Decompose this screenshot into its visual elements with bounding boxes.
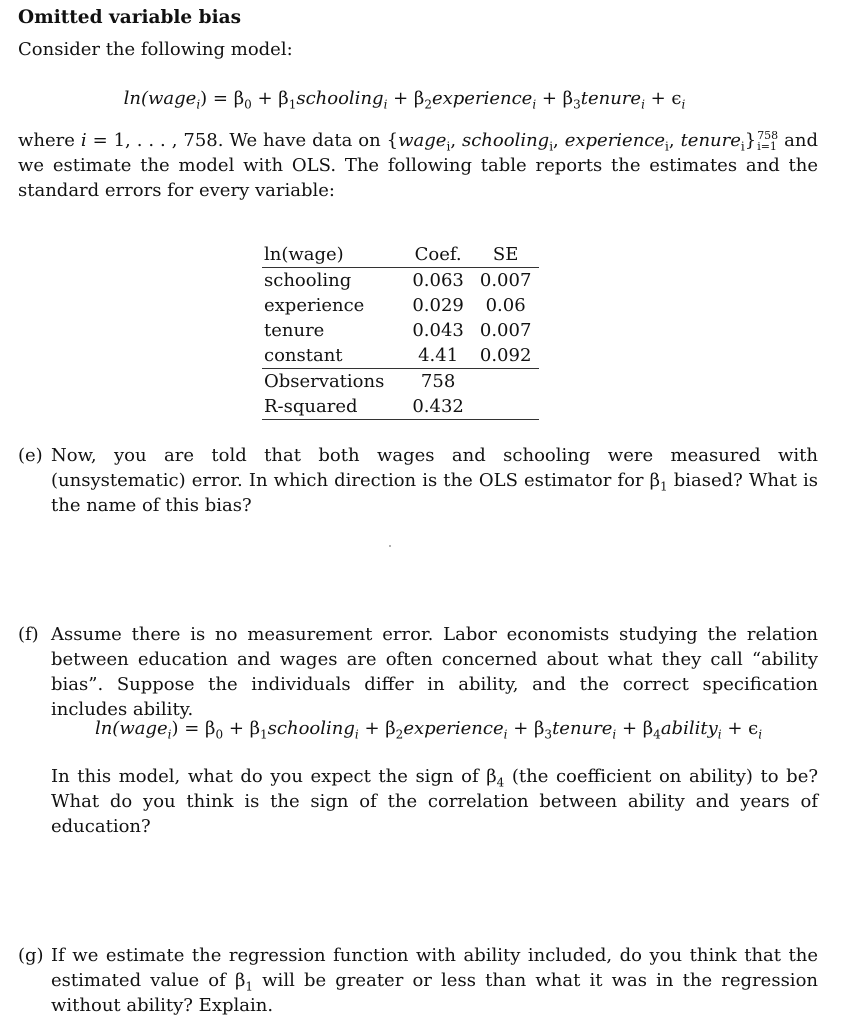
question-e-label: (e) [18, 445, 43, 466]
question-f-label: (f) [18, 624, 39, 645]
data-description: where i = 1, . . . , 758. We have data on {wage$_i$, schooling$_i$, experience$_i$, tenure$_i$}758 i=1 and we estimate the model with OLS. The following table reports the estimates and the standard errors for every variable: [18, 129, 818, 201]
question-f-followup [18, 764, 818, 839]
table-header-depvar: ln(wage) [262, 242, 404, 268]
intro-text: Consider the following model: [18, 39, 293, 60]
stray-dot [389, 545, 391, 547]
question-g-text: If we estimate the regression function with ability included, do you think that the estimated value of $\beta_1$ will be greater or less than what it was in the regression without ability? Explain. [51, 945, 818, 1016]
question-f-question: In this model, what do you expect the sign of $\beta_4$ (the coefficient on ability) to be? What do you think is the sign of the correlation between ability and years of education? [51, 766, 818, 837]
table-footer-row: R-squared 0.432 [262, 394, 539, 420]
table-row: schooling 0.063 0.007 [264, 270, 532, 291]
question-e [18, 443, 818, 518]
question-g [18, 943, 818, 1018]
model-equation: ln(wage$_i$) = $\beta_0$ + $\beta_1schooling_i$ + $\beta_2experience_i$ + $\beta_3tenure_i + \epsilon_i$ [123, 88, 686, 112]
question-f-text: Assume there is no measurement error. Labor economists studying the relation between education and wages are often concerned about what they call “ability bias”. Suppose the individuals differ in ability, and the correct specification includes ability. [51, 624, 818, 720]
ability-equation: ln(wage$_i$) = $\beta_0$ + $\beta_1schooling_i$ + $\beta_2experience_i$ + $\beta_3tenure_i$ + $\beta_4ability_i + \epsilon_i$ [94, 718, 763, 742]
table-header-se: SE [472, 242, 540, 268]
table-header-coef: Coef. [404, 242, 472, 268]
regression-table [262, 242, 539, 420]
question-f [18, 622, 818, 722]
table-row: constant 4.41 0.092 [262, 343, 539, 369]
section-title: Omitted variable bias [18, 7, 241, 28]
question-g-label: (g) [18, 945, 44, 966]
table-header-row [262, 242, 539, 268]
table-footer-row: Observations 758 [264, 371, 456, 392]
question-e-text: Now, you are told that both wages and schooling were measured with (unsystematic) error. In which direction is the OLS estimator for $\beta_1$ biased? What is the name of this bias? [51, 445, 818, 516]
table-row: experience 0.029 0.06 [264, 295, 526, 316]
table-row: tenure 0.043 0.007 [264, 320, 532, 341]
